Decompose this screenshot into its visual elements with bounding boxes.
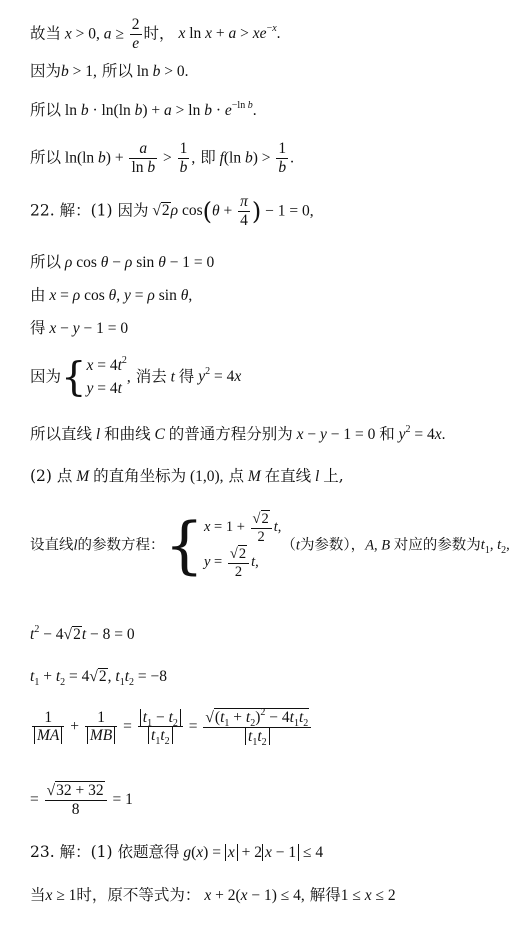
text-line: 由 x = ρ cos θ, y = ρ sin θ, — [30, 286, 193, 304]
text-line: 当x ≥ 1时，原不等式为： x + 2(x − 1) ≤ 4, 解得1 ≤ x ≤ 2 — [30, 886, 396, 904]
problem-23-heading: 23. 解：(1) 依题意得 g(x) = x + 2 x − 1 ≤ 4 — [30, 843, 324, 861]
problem-22-heading: 22. 解：(1) 因为 √2ρ cos(θ + $\frac{\pi}{4}$ ) − 1 = 0, — [30, 193, 314, 229]
text-line: $\frac{1}{MA}$ + $\frac{1}{MB}$ = $\frac{t_1 - t_2}{t_1t_2}$ = $\frac{√(t_1 + t_2)^2 - 4t_1t_2}{t_1t_2}$ — [30, 708, 313, 746]
text-line: 所以 ρ cos θ − ρ sin θ − 1 = 0 — [30, 253, 215, 271]
text-line: $t_1 + t_2 = 4√2$, $t_1t_2 = -8$ — [30, 668, 167, 688]
text-line: 因为{ $x = 4t^2$ y = 4t , 消去 t 得 $y^2 = 4x$ — [30, 354, 242, 401]
text-line: 因为b > 1, 所以 ln b > 0. — [30, 62, 189, 80]
text-line: 故当 x > 0, a ≥ $\frac{2}{e}$ 时， x $\ln x + a > xe^{-x}$. — [30, 16, 281, 52]
text-line: (2) 点 M 的直角坐标为 (1,0), 点 M 在直线 l 上, — [30, 467, 344, 485]
text-line: 设直线l的参数方程：{ x = 1 + $\frac{√2}{2}$ t, y = $\frac{√2}{2}$ t, （t为参数），A, B 对应的参数为$t_1$, $t_2$, — [30, 508, 510, 582]
text-line: = $\frac{√32 + 32}{8}$ = 1 — [30, 782, 133, 818]
text-line: 所以直线 l 和曲线 C 的普通方程分别为 x − y − 1 = 0 和 $y^2 = 4x$. — [30, 424, 446, 443]
text-line: 所以 ln b · ln(ln $b) + a > \ln b \cdot e^{-ln b}$. — [30, 100, 257, 119]
text-line: $t^2 - 4√2t - 8 = 0$ — [30, 624, 135, 643]
text-line: 所以 ln(ln b) + $\frac{a}{\text{ln b}}$ > $\frac{1}{b}$ , 即 f(ln b) > $\frac{1}{b}$ . — [30, 140, 295, 176]
text-line: 得 x − y − 1 = 0 — [30, 319, 129, 337]
